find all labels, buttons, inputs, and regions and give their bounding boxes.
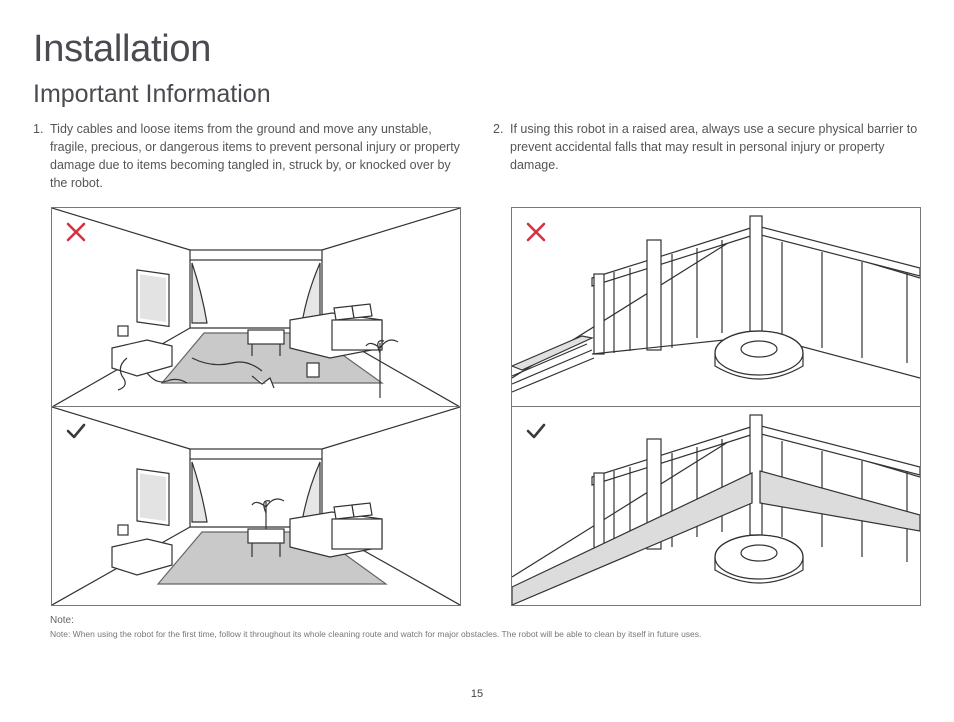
instruction-text: If using this robot in a raised area, always use a secure physical barrier to prevent accidental falls that may result in personal injury or property damage. <box>510 122 918 172</box>
illustration-room-cluttered <box>51 207 461 408</box>
page-number: 15 <box>470 688 484 700</box>
illustration-room-tidy <box>51 406 461 606</box>
instruction-1 <box>33 120 463 192</box>
note-label: Note: <box>50 615 74 626</box>
illustration-raised-area-with-barrier <box>511 406 921 606</box>
section-subtitle: Important Information <box>33 80 271 108</box>
correct-icon <box>66 421 86 441</box>
instruction-number: 2. <box>493 122 504 136</box>
page-title: Installation <box>33 28 212 70</box>
note-text: Note: When using the robot for the first time, follow it throughout its whole cleaning route and watch for major obstacles. The robot will be able to clean by itself in future uses. <box>50 629 702 639</box>
illustration-raised-area-no-barrier <box>511 207 921 408</box>
correct-icon <box>526 421 546 441</box>
instruction-2 <box>493 120 923 174</box>
incorrect-icon <box>66 222 86 242</box>
instruction-text: Tidy cables and loose items from the ground and move any unstable, fragile, precious, or dangerous items to prevent personal injury or property damage due to items becoming tangled in, struck by, or knocked over by the robot. <box>50 122 460 190</box>
instruction-number: 1. <box>33 122 44 136</box>
incorrect-icon <box>526 222 546 242</box>
